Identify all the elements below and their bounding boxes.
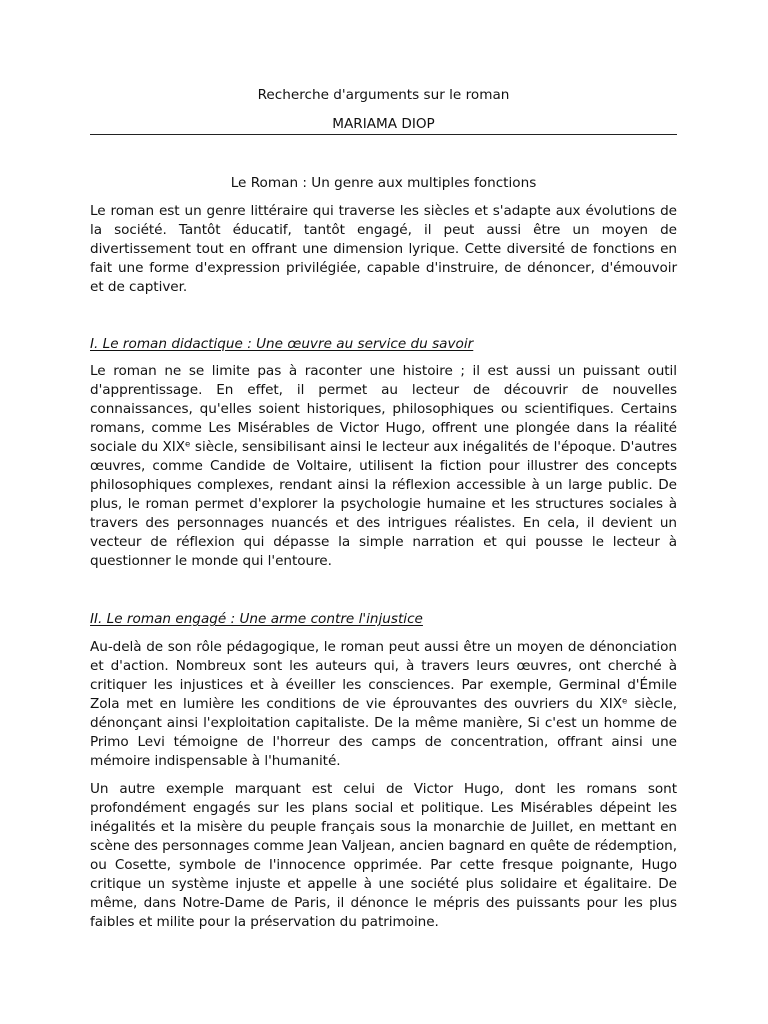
section-2-paragraph-2: Un autre exemple marquant est celui de Victor Hugo, dont les romans sont profondément engagés sur les plans social et politique. Les Misérables dépeint les inégalités et la misère du peuple français sous la monarchie de Juillet, en mettant en scène des personnages comme Jean Valjean, ancien bagnard en quête de rédemption, ou Cosette, symbole de l'innocence opprimée. Par cette fresque poignante, Hugo critique un système injuste et appelle à une société plus solidaire et égalitaire. De même, dans Notre-Dame de Paris, il dénonce le mépris des puissants pour les plus faibles et milite pour la préservation du patrimoine. [90, 781, 677, 930]
section-1-heading: I. Le roman didactique : Une œuvre au service du savoir [90, 336, 474, 352]
intro-paragraph: Le roman est un genre littéraire qui traverse les siècles et s'adapte aux évolutions de la société. Tantôt éducatif, tantôt engagé, il peut aussi être un moyen de divertissement tout en offrant une dimension lyrique. Cette diversité de fonctions en fait une forme d'expression privilégiée, capable d'instruire, de dénoncer, d'émouvoir et de captiver. [90, 203, 677, 295]
document-title: Recherche d'arguments sur le roman [257, 87, 510, 103]
section-2-heading: II. Le roman engagé : Une arme contre l'injustice [90, 611, 423, 627]
intro-title: Le Roman : Un genre aux multiples fonctions [230, 175, 537, 191]
section-2-paragraph-1: Au-delà de son rôle pédagogique, le roman peut aussi être un moyen de dénonciation et d'action. Nombreux sont les auteurs qui, à travers leurs œuvres, ont cherché à critiquer les injustices et à éveiller les consciences. Par exemple, Germinal d'Émile Zola met en lumière les conditions de vie éprouvantes des ouvriers du XIXᵉ siècle, dénonçant ainsi l'exploitation capitaliste. De la même manière, Si c'est un homme de Primo Levi témoigne de l'horreur des camps de concentration, offrant ainsi une mémoire indispensable à l'humanité. [90, 639, 677, 769]
header-divider [90, 134, 677, 135]
section-1-paragraph: Le roman ne se limite pas à raconter une histoire ; il est aussi un puissant outil d'apprentissage. En effet, il permet au lecteur de découvrir de nouvelles connaissances, qu'elles soient historiques, philosophiques ou scientifiques. Certains romans, comme Les Misérables de Victor Hugo, offrent une plongée dans la réalité sociale du XIXᵉ siècle, sensibilisant ainsi le lecteur aux inégalités de l'époque. D'autres œuvres, comme Candide de Voltaire, utilisent la fiction pour illustrer des concepts philosophiques complexes, rendant ainsi la réflexion accessible à un large public. De plus, le roman permet d'explorer la psychologie humaine et les structures sociales à travers des personnages nuancés et des intrigues réalistes. En cela, il devient un vecteur de réflexion qui dépasse la simple narration et qui pousse le lecteur à questionner le monde qui l'entoure. [90, 363, 677, 569]
author-name: MARIAMA DIOP [332, 116, 435, 132]
